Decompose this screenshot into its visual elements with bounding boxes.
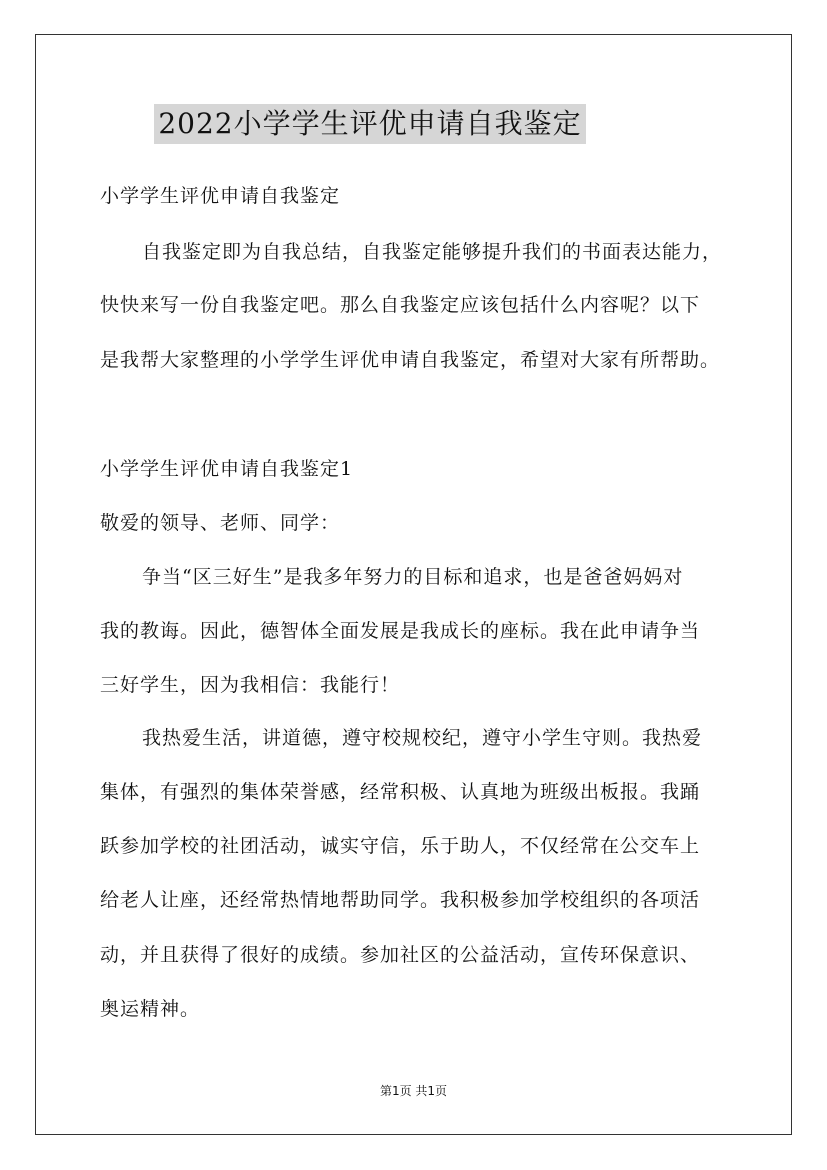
paragraph-line: 跃参加学校的社团活动，诚实守信，乐于助人，不仅经常在公交车上 <box>100 835 701 857</box>
paragraph-line: 动，并且获得了很好的成绩。参加社区的公益活动，宣传环保意识、 <box>100 944 701 966</box>
title-container <box>100 104 740 144</box>
document-title: 2022小学学生评优申请自我鉴定 <box>154 104 585 144</box>
paragraph-line: 集体，有强烈的集体荣誉感，经常积极、认真地为班级出板报。我踊 <box>100 781 701 803</box>
paragraph-line: 奥运精神。 <box>100 998 201 1020</box>
page-number: 第1页 共1页 <box>379 1084 448 1098</box>
document-subtitle: 小学学生评优申请自我鉴定 <box>100 185 341 207</box>
paragraph-line: 争当“区三好生”是我多年努力的目标和追求，也是爸爸妈妈对 <box>142 566 684 588</box>
intro-line: 是我帮大家整理的小学学生评优申请自我鉴定，希望对大家有所帮助。 <box>100 349 721 371</box>
paragraph-line: 给老人让座，还经常热情地帮助同学。我积极参加学校组织的各项活 <box>100 889 701 911</box>
intro-line: 自我鉴定即为自我总结，自我鉴定能够提升我们的书面表达能力， <box>142 241 723 263</box>
paragraph-line: 三好学生，因为我相信：我能行！ <box>100 674 401 696</box>
salutation: 敬爱的领导、老师、同学： <box>100 512 341 534</box>
paragraph-line: 我的教诲。因此，德智体全面发展是我成长的座标。我在此申请争当 <box>100 620 701 642</box>
paragraph-line: 我热爱生活，讲道德，遵守校规校纪，遵守小学生守则。我热爱 <box>142 727 703 749</box>
section-heading: 小学学生评优申请自我鉴定1 <box>100 458 354 480</box>
intro-line: 快快来写一份自我鉴定吧。那么自我鉴定应该包括什么内容呢？以下 <box>100 294 701 316</box>
